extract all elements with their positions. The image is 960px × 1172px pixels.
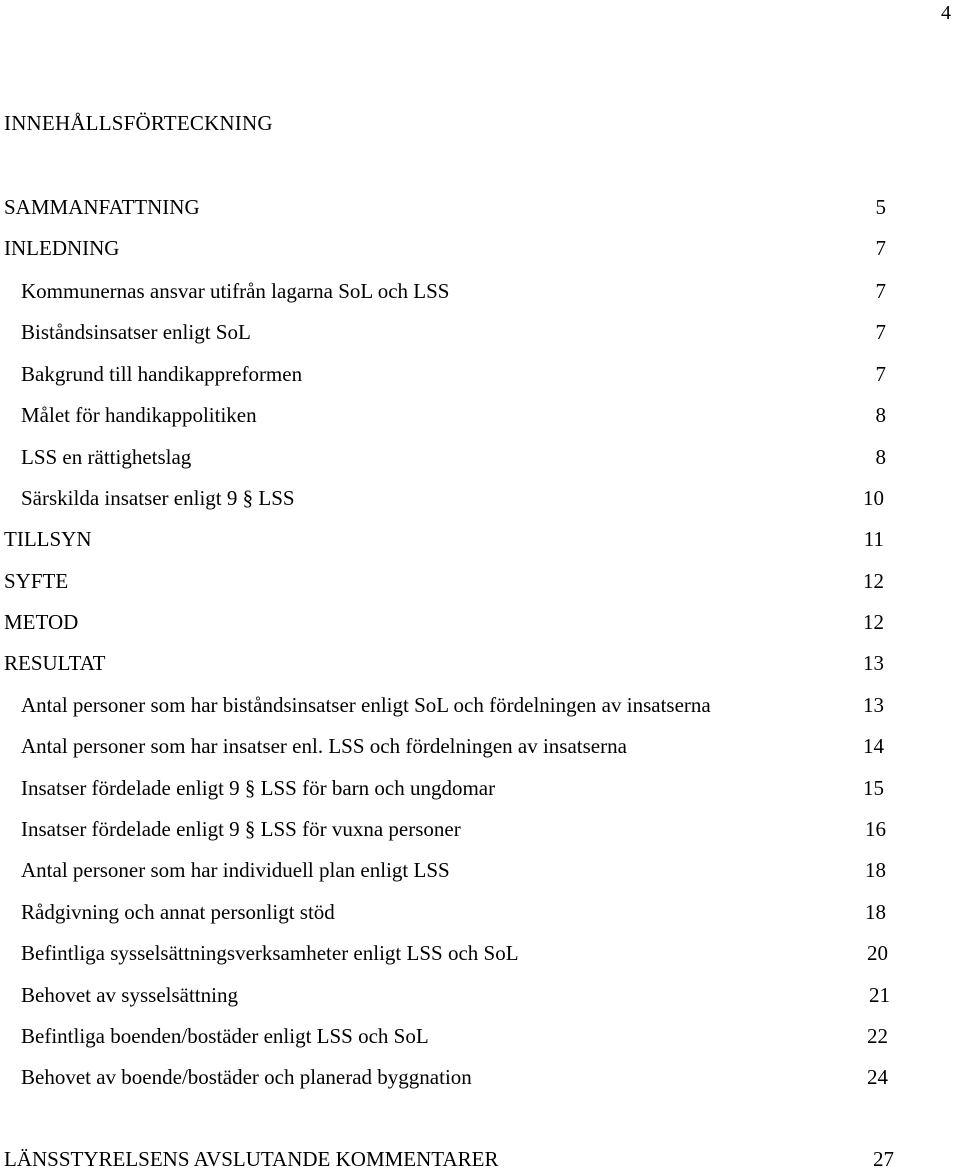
- toc-entry: [0, 692, 960, 718]
- toc-entry-page: 8: [875, 403, 886, 427]
- toc-entry-page: 12: [863, 610, 884, 634]
- toc-entry-page: 12: [863, 569, 884, 593]
- toc-entry: [0, 235, 960, 261]
- toc-entry: [0, 485, 960, 511]
- toc-entry: [0, 568, 960, 594]
- toc-entry-page: 7: [875, 362, 886, 386]
- toc-entry: [0, 444, 960, 470]
- toc-entry-label: Antal personer som har individuell plan enligt LSS: [21, 858, 450, 882]
- toc-entry: [0, 940, 960, 966]
- toc-entry-label: Antal personer som har biståndsinsatser enligt SoL och fördelningen av insatserna: [21, 693, 711, 717]
- toc-entry-page: 7: [875, 236, 886, 260]
- toc-entry-label: SAMMANFATTNING: [4, 195, 200, 219]
- toc-entry-page: 21: [869, 983, 890, 1007]
- toc-entry-label: LÄNSSTYRELSENS AVSLUTANDE KOMMENTARER: [4, 1147, 499, 1171]
- toc-entry-label: Antal personer som har insatser enl. LSS och fördelningen av insatserna: [21, 734, 627, 758]
- toc-entry-page: 15: [863, 776, 884, 800]
- toc-entry: [0, 1146, 960, 1172]
- toc-entry-page: 13: [863, 651, 884, 675]
- toc-entry: [0, 1023, 960, 1049]
- toc-entry-label: Behovet av sysselsättning: [21, 983, 238, 1007]
- toc-title: INNEHÅLLSFÖRTECKNING: [4, 111, 273, 135]
- toc-entry-page: 11: [863, 527, 884, 551]
- toc-entry-page: 18: [865, 900, 886, 924]
- toc-entry-label: Biståndsinsatser enligt SoL: [21, 320, 251, 344]
- toc-entry-page: 22: [867, 1024, 888, 1048]
- toc-entry: [0, 194, 960, 220]
- toc-entry: [0, 526, 960, 552]
- toc-entry-page: 7: [875, 320, 886, 344]
- toc-entry-label: Insatser fördelade enligt 9 § LSS för vuxna personer: [21, 817, 461, 841]
- toc-entry-page: 10: [863, 486, 884, 510]
- toc-entry: [0, 982, 960, 1008]
- toc-entry-page: 16: [865, 817, 886, 841]
- toc-entry: [0, 278, 960, 304]
- toc-entry-label: Bakgrund till handikappreformen: [21, 362, 303, 386]
- toc-entry-label: Särskilda insatser enligt 9 § LSS: [21, 486, 295, 510]
- page-number: 4: [941, 2, 951, 24]
- toc-entry: [0, 816, 960, 842]
- toc-entry-label: METOD: [4, 610, 79, 634]
- toc-entry-label: Befintliga sysselsättningsverksamheter enligt LSS och SoL: [21, 941, 519, 965]
- toc-entry: [0, 733, 960, 759]
- toc-entry: [0, 319, 960, 345]
- toc-entry-page: 18: [865, 858, 886, 882]
- toc-entry-page: 20: [867, 941, 888, 965]
- toc-entry-label: Rådgivning och annat personligt stöd: [21, 900, 335, 924]
- toc-entry-page: 27: [873, 1147, 894, 1171]
- toc-entry: [0, 402, 960, 428]
- toc-entry: [0, 1064, 960, 1090]
- toc-entry: [0, 775, 960, 801]
- toc-entry-label: Befintliga boenden/bostäder enligt LSS och SoL: [21, 1024, 429, 1048]
- toc-entry: [0, 609, 960, 635]
- toc-entry-label: INLEDNING: [4, 236, 120, 260]
- toc-entry: [0, 361, 960, 387]
- toc-entry: [0, 650, 960, 676]
- toc-entry-page: 5: [875, 195, 886, 219]
- toc-entry-page: 7: [875, 279, 886, 303]
- toc-entry-label: RESULTAT: [4, 651, 106, 675]
- toc-entry-page: 24: [867, 1065, 888, 1089]
- toc-entry-label: Kommunernas ansvar utifrån lagarna SoL och LSS: [21, 279, 450, 303]
- toc-entry-label: SYFTE: [4, 569, 69, 593]
- toc-entry-page: 13: [863, 693, 884, 717]
- toc-entry-page: 14: [863, 734, 884, 758]
- toc-entry-label: Målet för handikappolitiken: [21, 403, 257, 427]
- toc-entry: [0, 899, 960, 925]
- toc-entry-page: 8: [875, 445, 886, 469]
- toc-entry-label: TILLSYN: [4, 527, 92, 551]
- toc-entry-label: Insatser fördelade enligt 9 § LSS för barn och ungdomar: [21, 776, 496, 800]
- toc-entry: [0, 857, 960, 883]
- toc-entry-label: Behovet av boende/bostäder och planerad byggnation: [21, 1065, 472, 1089]
- toc-entry-label: LSS en rättighetslag: [21, 445, 192, 469]
